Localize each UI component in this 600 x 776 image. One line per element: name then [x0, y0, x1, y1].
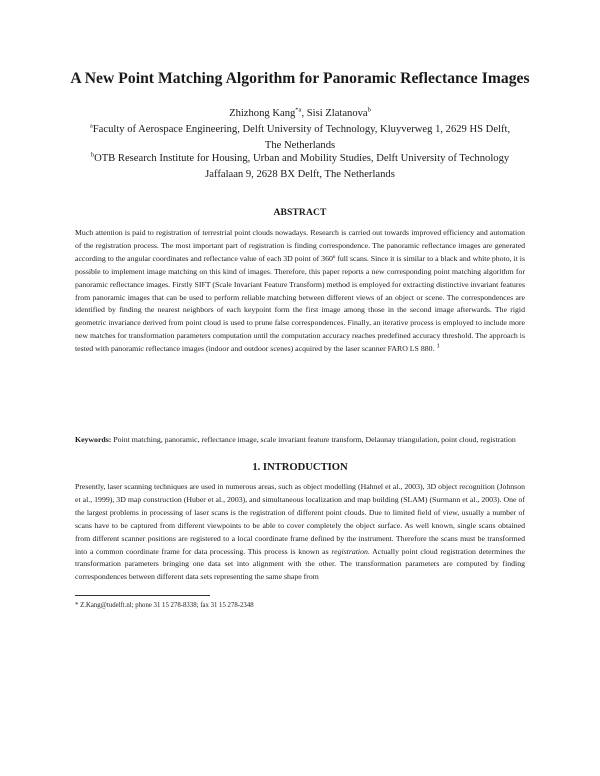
author-mark: *a — [295, 106, 302, 114]
affiliation-text: Jaffalaan 9, 2628 BX Delft, The Netherlands — [205, 168, 395, 180]
footnote-divider — [75, 595, 210, 596]
abstract-body — [75, 227, 525, 356]
footnote-mark: 1 — [436, 342, 440, 350]
abstract-text: Much attention is paid to registration of terrestrial point clouds nowadays. Research is carried out towards improved efficiency and automation of the registration process. The most important part of registration is finding correspondence. The panoramic reflectance images are generated according to the angular coordinates and reflectance value of each 3D point of 360º full scans. Since it is similar to a black and white photo, it is possible to implement image matching on this kind of images. Therefore, this paper reports a new corresponding point matching algorithm for panoramic reflectance images. Firstly SIFT (Scale Invariant Feature Transform) method is employed for extracting distinctive invariant features from panoramic images that can be used to perform reliable matching between different views of an object or scene. The correspondences are identified by finding the nearest neighbors of each keypoint form the first image among those in the second image afterwards. The rigid geometric invariance derived from point cloud is used to prune false correspondences. Finally, an iterative process is employed to include more new matches for transformation parameters computation until the computation accuracy reaches predefined accuracy threshold. The approach is tested with panoramic reflectance images (indoor and outdoor scenes) acquired by the laser scanner FARO LS 880. — [75, 228, 525, 354]
affiliation-text: The Netherlands — [264, 139, 336, 151]
intro-text: . Actually point cloud registration determines the transformation parameters bringing one data set into alignment with the other. The transformation parameters are computed by finding correspondences between different data sets representing the same shape from — [75, 546, 526, 582]
keywords-text: Point matching, panoramic, reflectance image, scale invariant feature transform, Delaunay triangulation, point cloud, registration — [113, 435, 516, 444]
author-line — [40, 108, 560, 119]
author-mark: b — [367, 106, 371, 114]
intro-italic-term: registration — [331, 546, 368, 556]
affiliation-text: Faculty of Aerospace Engineering, Delft University of Technology, Kluyverweg 1, 2629 HS Delft, — [92, 124, 511, 135]
affiliation-mark: a — [89, 122, 93, 130]
keywords — [75, 434, 525, 447]
keywords-label: Keywords: — [75, 435, 112, 444]
author-name: Zhizhong Kang — [229, 108, 296, 119]
abstract-heading: ABSTRACT — [273, 207, 327, 218]
section-heading: 1. INTRODUCTION — [252, 462, 348, 473]
introduction-body — [75, 481, 525, 584]
intro-text: Presently, laser scanning techniques are used in numerous areas, such as object modelling (Hahnel et al., 2003), 3D object recognition (Johnson et al., 1999), 3D map construction (Huber et al., 2003), and simultaneous localization and map building (SLAM) (Surmann et al., 2003). One of the largest problems in processing of laser scans is the registration of different point clouds. Due to limited field of view, usually a number of scans have to be captured from different viewpoints to be able to cover completely the object surface. As well known, single scans obtained from different scanner positions are registered to a local coordinate frame defined by the instrument. Therefore the scans must be transformed into a common coordinate frame for data processing. This process is known as — [75, 482, 525, 556]
footnote: * Z.Kang@tudelft.nl; phone 31 15 278-8338; fax 31 15 278-2348 — [75, 602, 254, 609]
paper-title: A New Point Matching Algorithm for Panoramic Reflectance Images — [70, 70, 530, 87]
affiliation-mark: b — [90, 151, 95, 159]
author-separator: , — [301, 108, 307, 119]
affiliation-text: OTB Research Institute for Housing, Urban and Mobility Studies, Delft University of Technology — [94, 153, 510, 164]
affiliation-a — [50, 122, 550, 153]
affiliation-b — [50, 151, 550, 182]
author-name: Sisi Zlatanova — [306, 108, 368, 119]
